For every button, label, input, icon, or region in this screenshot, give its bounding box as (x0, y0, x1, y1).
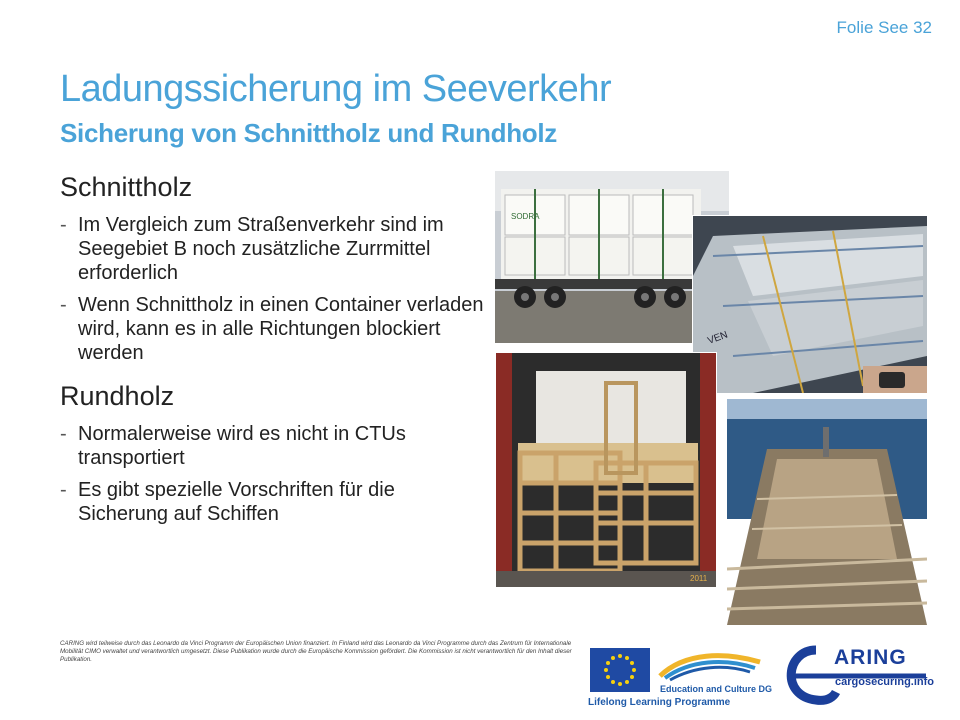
caring-url: cargosecuring.info (835, 676, 935, 688)
bullet-list-rundholz (60, 422, 485, 526)
bullet-item: - Im Vergleich zum Straßenverkehr sind im Seegebiet B noch zusätzliche Zurrmittel erforderlich (60, 213, 485, 285)
lifelong-learning-label: Lifelong Learning Programme (588, 697, 731, 708)
photo-deck-lashing (692, 215, 928, 394)
section-heading-rundholz: Rundholz (60, 381, 175, 411)
page-title: Ladungssicherung im Seeverkehr (60, 68, 612, 110)
bullet-item: - Wenn Schnittholz in einen Container verladen wird, kann es in alle Richtungen blockiert werden (60, 293, 485, 365)
section-heading-schnittholz: Schnittholz (60, 172, 193, 202)
text-content (60, 172, 485, 534)
page-subtitle: Sicherung von Schnittholz und Rundholz (60, 118, 557, 148)
eu-flag-icon (590, 648, 650, 692)
education-culture-label: Education and Culture DG (660, 684, 773, 694)
footer-disclaimer: CARING wird teilweise durch das Leonardo da Vinci Programm der Europäischen Union finanziert. In Finland wird das Leonardo da Vinci Programme durch das Zentrum für Internationale Mobilität CIMO verwaltet und verantwortlich umgesetzt. Diese Publikation wurde durch die Europäische Kommission gefördert. Die Kommission ist nicht verantwortlich für den Inhalt dieser Publikation. (60, 640, 572, 663)
caring-wordmark: ARING (834, 646, 907, 669)
bullet-list-schnittholz (60, 213, 485, 365)
bullet-item: - Es gibt spezielle Vorschriften für die Sicherung auf Schiffen (60, 478, 485, 526)
photo-year-stamp: 2011 (690, 574, 708, 583)
photo-ship-logs (726, 398, 928, 626)
photo-container-blocking (495, 352, 717, 588)
slide-number: Folie See 32 (836, 18, 932, 37)
deck-label: VEN (706, 329, 730, 347)
truck-brand-label: SODRA (511, 212, 540, 221)
bullet-item: - Normalerweise wird es nicht in CTUs transportiert (60, 422, 485, 470)
